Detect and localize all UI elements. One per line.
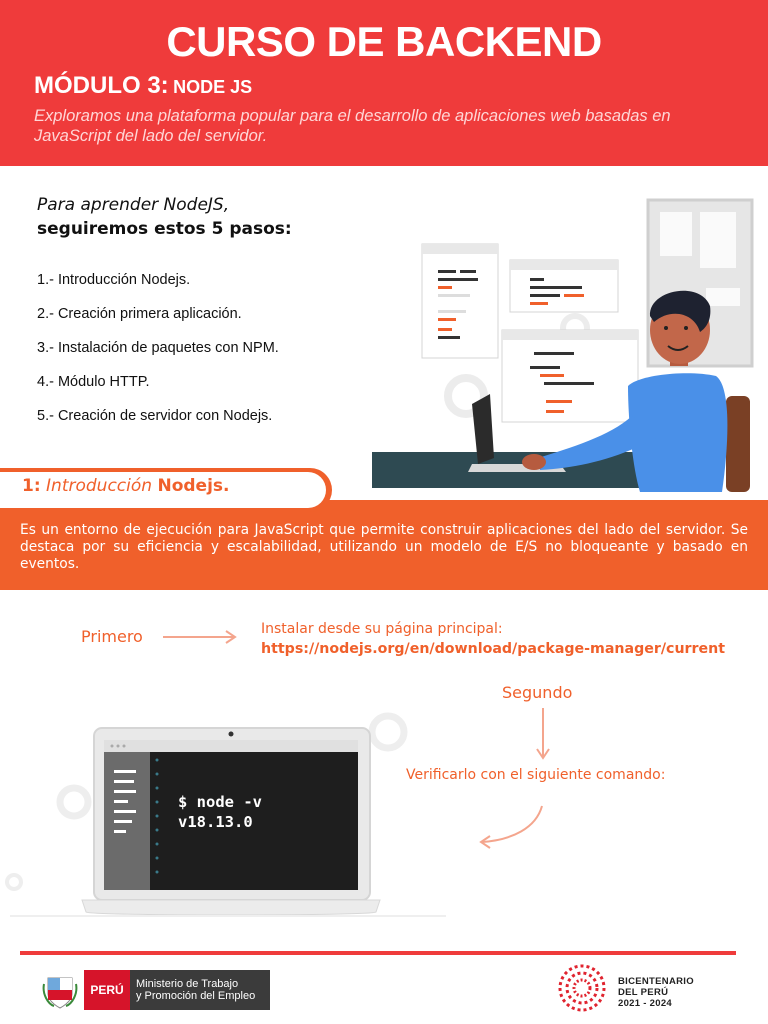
install-instruction: Instalar desde su página principal: xyxy=(261,621,503,637)
step-item: 1.- Introducción Nodejs. xyxy=(37,272,191,288)
arrow-down-icon xyxy=(537,708,549,758)
section-1-heading xyxy=(22,476,229,496)
section-title-bold: Nodejs. xyxy=(157,476,230,496)
developer-illustration xyxy=(370,196,768,496)
nodejs-download-link[interactable]: https://nodejs.org/en/download/package-manager/current xyxy=(261,641,726,657)
terminal-result: v18.13.0 xyxy=(178,813,253,831)
terminal-output xyxy=(178,792,262,832)
bicentenario-text xyxy=(618,976,694,1009)
module-heading xyxy=(34,72,252,100)
verify-instruction: Verificarlo con el siguiente comando: xyxy=(406,767,666,783)
bicentenario-line-2: DEL PERÚ xyxy=(618,987,669,998)
footer-divider xyxy=(20,951,736,955)
code-window-icon xyxy=(422,244,498,358)
module-subject: NODE JS xyxy=(173,77,253,97)
ministry-logo xyxy=(130,970,270,1010)
step-item: 3.- Instalación de paquetes con NPM. xyxy=(37,340,279,356)
steps-list xyxy=(37,270,279,440)
second-step-label: Segundo xyxy=(502,683,573,702)
intro-line-2: seguiremos estos 5 pasos: xyxy=(37,219,292,239)
page-title: CURSO DE BACKEND xyxy=(166,18,602,65)
peru-logo: PERÚ xyxy=(84,970,130,1010)
module-label: MÓDULO 3: xyxy=(34,72,169,99)
first-step-label: Primero xyxy=(81,627,143,646)
step-item: 4.- Módulo HTTP. xyxy=(37,374,150,390)
code-window-icon xyxy=(510,260,618,312)
peru-coat-of-arms-icon xyxy=(42,970,78,1010)
header-description: Exploramos una plataforma popular para el desarrollo de aplicaciones web basadas en JavaScript del lado del servidor. xyxy=(34,107,671,145)
section-1-description: Es un entorno de ejecución para JavaScript que permite construir aplicaciones del lado del servidor. Se destaca por su eficiencia y escalabilidad, utilizando un modelo de E/S no bloqueante y basado en eventos. xyxy=(20,522,748,572)
bicentenario-years: 2021 - 2024 xyxy=(618,998,673,1009)
section-number: 1: xyxy=(22,476,41,496)
section-1-tab xyxy=(0,468,332,512)
step-item: 5.- Creación de servidor con Nodejs. xyxy=(37,408,273,424)
section-title-italic: Introducción xyxy=(46,476,153,496)
arrow-right-icon xyxy=(163,631,235,643)
intro-text xyxy=(37,193,292,241)
intro-line-1: Para aprender NodeJS, xyxy=(37,195,230,215)
arrow-curve-icon xyxy=(481,806,542,848)
bicentenario-line-1: BICENTENARIO xyxy=(618,976,694,987)
step-item: 2.- Creación primera aplicación. xyxy=(37,306,242,322)
terminal-command: $ node -v xyxy=(178,793,262,811)
code-window-icon xyxy=(502,330,638,422)
ministry-line-2: y Promoción del Empleo xyxy=(136,990,256,1002)
ministry-line-1: Ministerio de Trabajo xyxy=(136,978,239,990)
